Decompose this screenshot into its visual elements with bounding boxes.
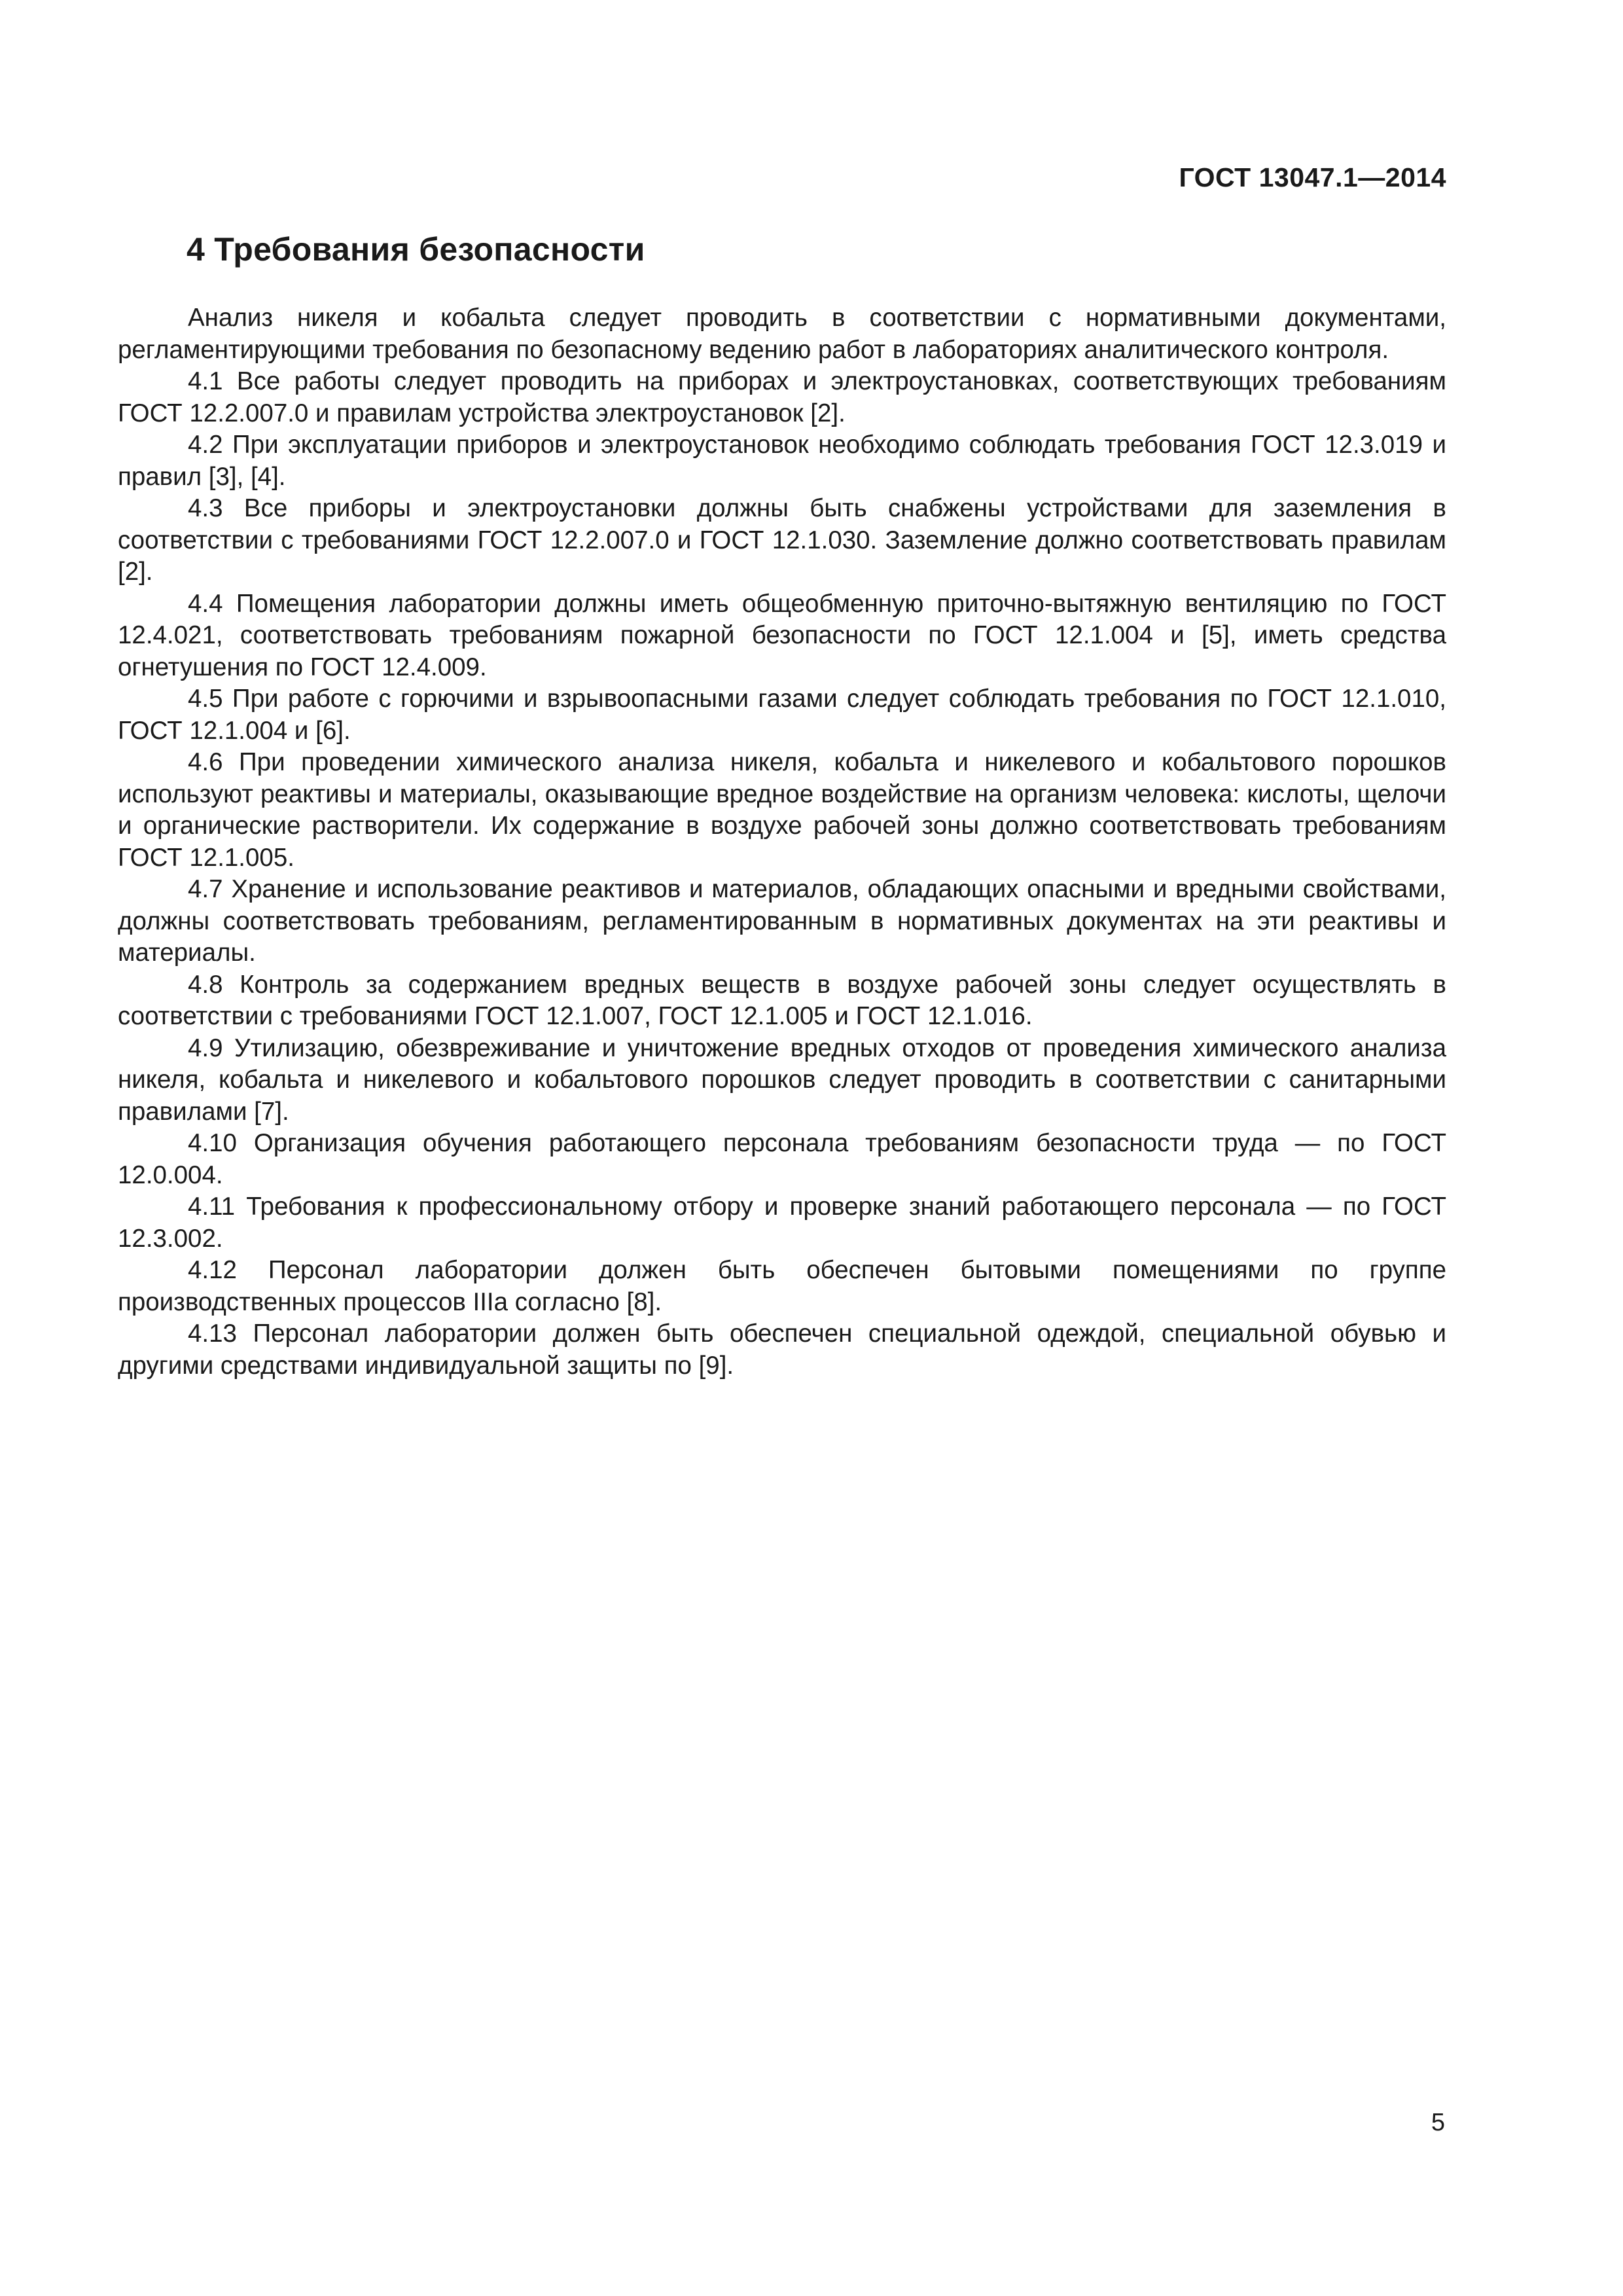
section-body — [118, 302, 1446, 1382]
paragraph-4-8: 4.8 Контроль за содержанием вредных веществ в воздухе рабочей зоны следует осуществлять в соответствии с требованиями ГОСТ 12.1.007, ГОСТ 12.1.005 и ГОСТ 12.1.016. — [118, 970, 1446, 1030]
section-title: 4 Требования безопасности — [187, 231, 645, 268]
paragraph-4-5: 4.5 При работе с горючими и взрывоопасными газами следует соблюдать требования по ГОСТ 12.1.010, ГОСТ 12.1.004 и [6]. — [118, 685, 1446, 745]
paragraph-4-10: 4.10 Организация обучения работающего персонала требованиям безопасности труда — по ГОСТ 12.0.004. — [118, 1129, 1446, 1189]
document-header: ГОСТ 13047.1—2014 — [1179, 162, 1446, 192]
paragraph-intro: Анализ никеля и кобальта следует проводить в соответствии с нормативными документами, регламентирующими требования по безопасному ведению работ в лабораториях аналитического контроля. — [118, 304, 1446, 364]
paragraph-4-4: 4.4 Помещения лаборатории должны иметь общеобменную приточно-вытяжную вентиляцию по ГОСТ 12.4.021, соответствовать требованиям пожарной безопасности по ГОСТ 12.1.004 и [5], иметь средства огнетушения по ГОСТ 12.4.009. — [118, 589, 1446, 681]
paragraph-4-13: 4.13 Персонал лаборатории должен быть обеспечен специальной одеждой, специальной обувью и другими средствами индивидуальной защиты по [9]. — [118, 1319, 1446, 1380]
page-number: 5 — [1431, 2109, 1445, 2136]
paragraph-4-2: 4.2 При эксплуатации приборов и электроустановок необходимо соблюдать требования ГОСТ 12.3.019 и правил [3], [4]. — [118, 431, 1446, 491]
paragraph-4-1: 4.1 Все работы следует проводить на приборах и электроустановках, соответствующих требованиям ГОСТ 12.2.007.0 и правилам устройства электроустановок [2]. — [118, 367, 1446, 427]
paragraph-4-12: 4.12 Персонал лаборатории должен быть обеспечен бытовыми помещениями по группе производственных процессов IIIа согласно [8]. — [118, 1256, 1446, 1316]
paragraph-4-11: 4.11 Требования к профессиональному отбору и проверке знаний работающего персонала — по ГОСТ 12.3.002. — [118, 1193, 1446, 1253]
paragraph-4-7: 4.7 Хранение и использование реактивов и материалов, обладающих опасными и вредными свойствами, должны соответствовать требованиям, регламентированным в нормативных документах на эти реактивы и материалы. — [118, 875, 1446, 967]
paragraph-4-6: 4.6 При проведении химического анализа никеля, кобальта и никелевого и кобальтового порошков используют реактивы и материалы, оказывающие вредное воздействие на организм человека: кислоты, щелочи и органические растворители. Их содержание в воздухе рабочей зоны должно соответствовать требованиям ГОСТ 12.1.005. — [118, 748, 1446, 872]
paragraph-4-9: 4.9 Утилизацию, обезвреживание и уничтожение вредных отходов от проведения химического анализа никеля, кобальта и никелевого и кобальтового порошков следует проводить в соответствии с санитарными правилами [7]. — [118, 1033, 1446, 1126]
paragraph-4-3: 4.3 Все приборы и электроустановки должны быть снабжены устройствами для заземления в соответствии с требованиями ГОСТ 12.2.007.0 и ГОСТ 12.1.030. Заземление должно соответствовать правилам [2]. — [118, 494, 1446, 586]
